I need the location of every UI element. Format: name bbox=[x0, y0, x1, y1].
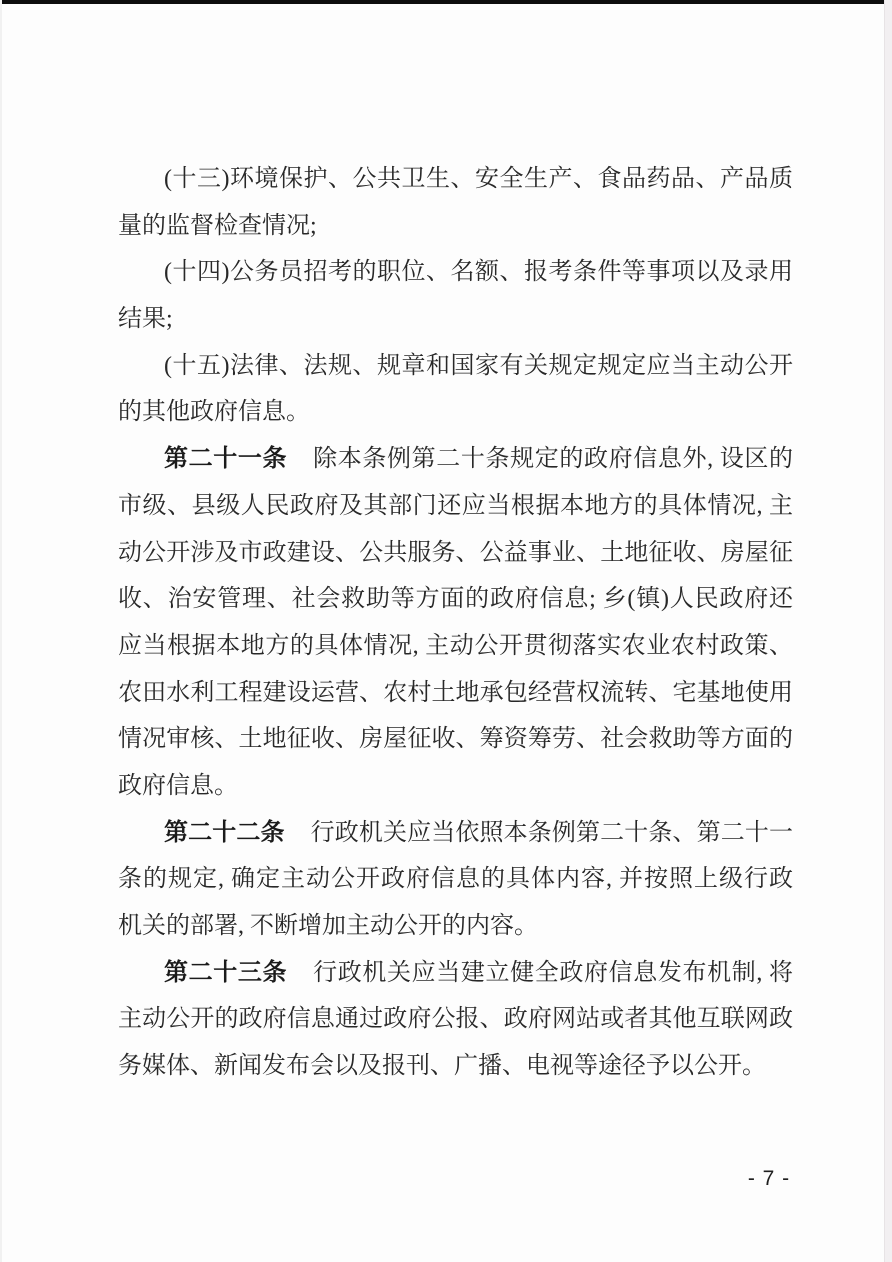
article-heading-line bbox=[118, 810, 793, 857]
text-line: 主动公开的政府信息通过政府公报、政府网站或者其他互联网政 bbox=[118, 1006, 793, 1033]
text-line: 机关的部署, 不断增加主动公开的内容。 bbox=[118, 913, 538, 939]
text-line: (十五)法律、法规、规章和国家有关规定规定应当主动公开 bbox=[164, 352, 793, 379]
text-line: 条的规定, 确定主动公开政府信息的具体内容, 并按照上级行政 bbox=[118, 866, 793, 893]
text-line: 政府信息。 bbox=[118, 772, 238, 799]
text-line: 行政机关应当依照本条例第二十条、第二十一 bbox=[310, 819, 793, 846]
document-body bbox=[118, 156, 793, 1090]
article-number: 第二十一条 bbox=[164, 446, 288, 473]
text-line: 情况审核、土地征收、房屋征收、筹资筹劳、社会救助等方面的 bbox=[118, 726, 793, 753]
text-line: 应当根据本地方的具体情况, 主动公开贯彻落实农业农村政策、 bbox=[118, 632, 793, 659]
text-line: 除本条例第二十条规定的政府信息外, 设区的 bbox=[313, 446, 793, 473]
article-number: 第二十三条 bbox=[164, 959, 288, 986]
article-number: 第二十二条 bbox=[164, 819, 285, 846]
text-line: 农田水利工程建设运营、农村土地承包经营权流转、宅基地使用 bbox=[118, 679, 793, 706]
text-line: 量的监督检查情况; bbox=[118, 212, 317, 239]
text-line: 行政机关应当建立健全政府信息发布机制, 将 bbox=[313, 959, 793, 986]
text-line: 动公开涉及市政建设、公共服务、公益事业、土地征收、房屋征 bbox=[118, 539, 793, 566]
scan-left-edge bbox=[0, 0, 2, 1262]
text-line: 收、治安管理、社会救助等方面的政府信息; 乡(镇)人民政府还 bbox=[118, 586, 793, 613]
scan-top-edge bbox=[0, 0, 892, 4]
text-line: 市级、县级人民政府及其部门还应当根据本地方的具体情况, 主 bbox=[118, 492, 793, 519]
article-heading-line bbox=[118, 436, 793, 483]
page-number: - 7 - bbox=[747, 1167, 791, 1190]
text-line: 的其他政府信息。 bbox=[118, 399, 310, 426]
scan-right-edge bbox=[884, 0, 892, 1262]
text-line: (十四)公务员招考的职位、名额、报考条件等事项以及录用 bbox=[164, 259, 793, 286]
text-line: (十三)环境保护、公共卫生、安全生产、食品药品、产品质 bbox=[164, 166, 793, 192]
article-heading-line bbox=[118, 950, 793, 997]
text-line: 结果; bbox=[118, 306, 173, 333]
text-line: 务媒体、新闻发布会以及报刊、广播、电视等途径予以公开。 bbox=[118, 1053, 766, 1080]
